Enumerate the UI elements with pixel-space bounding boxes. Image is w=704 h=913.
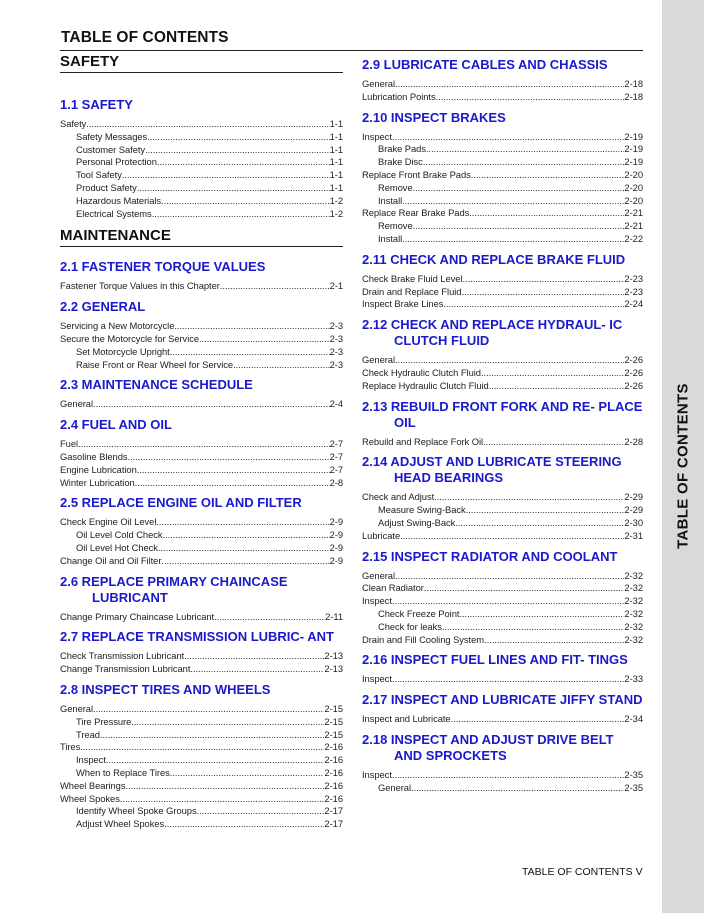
toc-entry-title: General	[60, 702, 94, 714]
toc-entry[interactable]	[60, 793, 343, 806]
toc-entry[interactable]	[60, 703, 343, 716]
toc-entry-page: 2-28	[624, 435, 643, 447]
toc-entry[interactable]	[60, 818, 343, 831]
dot-leader	[152, 208, 330, 221]
page-title: TABLE OF CONTENTS	[61, 29, 229, 46]
toc-entry[interactable]	[60, 516, 343, 529]
toc-entry-title: Inspect	[362, 673, 392, 685]
toc-entry-title: Inspect Brake Lines	[362, 298, 444, 310]
dot-leader	[170, 767, 325, 780]
dot-leader	[199, 333, 330, 346]
toc-entry[interactable]	[362, 207, 643, 220]
toc-entry-title: General	[362, 569, 396, 581]
toc-entry-page: 2-16	[324, 792, 343, 804]
toc-entry-page: 2-17	[324, 805, 343, 817]
toc-entry[interactable]	[60, 464, 343, 477]
toc-entry[interactable]	[362, 769, 643, 782]
dot-leader	[413, 220, 625, 233]
dot-leader	[156, 516, 329, 529]
toc-entry-title: Electrical Systems	[76, 207, 152, 219]
section-heading[interactable]: 2.1 FASTENER TORQUE VALUES	[60, 259, 266, 275]
toc-entry-page: 2-3	[329, 345, 343, 357]
dot-leader	[131, 716, 324, 729]
dot-leader	[125, 780, 324, 793]
dot-leader	[395, 570, 624, 583]
toc-entry[interactable]	[362, 273, 643, 286]
toc-entry-page: 2-3	[329, 332, 343, 344]
dot-leader	[455, 517, 624, 530]
dot-leader	[214, 611, 325, 624]
toc-entry-page: 2-19	[624, 130, 643, 142]
dot-leader	[471, 169, 625, 182]
toc-entry[interactable]	[60, 767, 343, 780]
dot-leader	[413, 182, 625, 195]
toc-entry-title: Safety	[60, 118, 87, 129]
dot-leader	[93, 398, 330, 411]
dot-leader	[411, 782, 624, 795]
toc-entry-title: Change Transmission Lubricant	[60, 663, 191, 675]
toc-entry-title: Check and Adjust	[362, 491, 435, 503]
toc-entry[interactable]	[60, 650, 343, 663]
toc-entry-title: General	[60, 398, 94, 410]
toc-entry-title: Check Freeze Point	[378, 607, 460, 619]
toc-entry[interactable]	[362, 91, 643, 104]
section-heading[interactable]: 2.5 REPLACE ENGINE OIL AND FILTER	[60, 495, 302, 511]
toc-entry[interactable]	[60, 144, 343, 157]
toc-entry[interactable]	[60, 333, 343, 346]
toc-entry-title: Oil Level Cold Check	[76, 529, 163, 541]
dot-leader	[174, 320, 329, 333]
section-heading[interactable]: 2.14 ADJUST AND LUBRICATE STEERING HEAD BEARINGS	[362, 454, 622, 486]
dot-leader	[400, 530, 624, 543]
toc-entry-title: Rebuild and Replace Fork Oil	[362, 435, 484, 447]
dot-leader	[461, 286, 624, 299]
section-heading[interactable]: 2.7 REPLACE TRANSMISSION LUBRIC- ANT	[60, 629, 334, 645]
dot-leader	[158, 542, 330, 555]
toc-entry-page: 2-9	[329, 541, 343, 553]
toc-entry-page: 2-23	[624, 272, 643, 284]
dot-leader	[106, 754, 325, 767]
toc-entry[interactable]	[362, 582, 643, 595]
toc-entry-title: Winter Lubrication	[60, 476, 135, 488]
toc-entry[interactable]	[362, 504, 643, 517]
toc-entry-title: Inspect	[76, 754, 106, 766]
toc-entry-title: Remove	[378, 220, 413, 232]
toc-entry-page: 2-33	[624, 673, 643, 685]
dot-leader	[436, 91, 625, 104]
toc-left-column	[60, 53, 343, 831]
toc-entry-title: Check Engine Oil Level	[60, 516, 157, 528]
toc-entry-page: 2-32	[624, 595, 643, 607]
dot-leader	[402, 233, 624, 246]
toc-entry-title: Drain and Replace Fluid	[362, 285, 462, 297]
toc-entry[interactable]	[60, 359, 343, 372]
toc-entry[interactable]	[60, 780, 343, 793]
section-heading[interactable]: 2.16 INSPECT FUEL LINES AND FIT- TINGS	[362, 652, 628, 668]
toc-entry-title: Raise Front or Rear Wheel for Service	[76, 358, 234, 370]
toc-entry-page: 1-2	[329, 207, 343, 219]
toc-entry-page: 2-13	[324, 663, 343, 675]
toc-entry-page: 2-16	[324, 754, 343, 766]
toc-entry-title: Tread	[76, 728, 100, 740]
dot-leader	[161, 555, 329, 568]
toc-entry-title: Lubrication Points	[362, 90, 436, 102]
toc-entry-page: 1-1	[329, 169, 343, 181]
section-heading[interactable]: 2.6 REPLACE PRIMARY CHAINCASE LUBRICANT	[60, 573, 288, 605]
toc-entry[interactable]	[362, 595, 643, 608]
dot-leader	[443, 298, 624, 311]
dot-leader	[100, 729, 325, 742]
toc-entry[interactable]	[362, 131, 643, 144]
dot-leader	[484, 634, 624, 647]
toc-entry-title: Brake Disc	[378, 156, 423, 168]
toc-entry-page: 1-1	[329, 156, 343, 168]
toc-entry-page: 2-32	[624, 620, 643, 632]
dot-leader	[80, 741, 324, 754]
toc-entry-page: 2-21	[624, 220, 643, 232]
section-heading[interactable]: 2.13 REBUILD FRONT FORK AND RE- PLACE OIL	[362, 398, 643, 430]
side-tab-label: TABLE OF CONTENTS	[674, 383, 692, 549]
dot-leader	[184, 650, 324, 663]
dot-leader	[163, 529, 330, 542]
toc-right-column	[362, 53, 643, 795]
toc-entry[interactable]	[60, 663, 343, 676]
section-heading[interactable]: 2.18 INSPECT AND ADJUST DRIVE BELT AND SPROCKETS	[362, 731, 614, 763]
toc-entry[interactable]	[60, 320, 343, 333]
toc-entry[interactable]	[60, 156, 343, 169]
section-heading[interactable]: 2.2 GENERAL	[60, 299, 146, 315]
toc-entry-title: Drain and Fill Cooling System	[362, 633, 485, 645]
toc-entry-page: 2-26	[624, 379, 643, 391]
dot-leader	[220, 280, 330, 293]
toc-entry-title: Safety Messages	[76, 130, 148, 142]
section-heading[interactable]: 2.4 FUEL AND OIL	[60, 417, 172, 433]
dot-leader	[395, 354, 624, 367]
toc-entry-title: Tires	[60, 741, 81, 753]
toc-entry-title: General	[378, 781, 412, 793]
toc-entry-title: Customer Safety	[76, 143, 146, 155]
dot-leader	[135, 477, 330, 490]
toc-entry-page: 2-13	[324, 650, 343, 662]
toc-entry-page: 2-34	[624, 713, 643, 725]
toc-entry[interactable]	[362, 621, 643, 634]
dot-leader	[164, 818, 324, 831]
toc-entry-page: 2-15	[324, 702, 343, 714]
toc-entry-page: 2-26	[624, 354, 643, 366]
toc-entry-page: 2-32	[624, 607, 643, 619]
toc-entry[interactable]	[60, 542, 343, 555]
dot-leader	[451, 713, 625, 726]
toc-entry-page: 2-23	[624, 285, 643, 297]
toc-entry-title: Replace Rear Brake Pads	[362, 207, 470, 219]
toc-entry-page: 2-7	[329, 463, 343, 475]
dot-leader	[122, 169, 330, 182]
toc-entry-page: 2-15	[324, 715, 343, 727]
toc-entry[interactable]	[60, 805, 343, 818]
toc-entry[interactable]	[362, 367, 643, 380]
dot-leader	[170, 346, 330, 359]
dot-leader	[424, 582, 625, 595]
toc-entry-title: Brake Pads	[378, 143, 426, 155]
toc-entry[interactable]	[362, 143, 643, 156]
toc-entry-page: 1-1	[329, 143, 343, 155]
dot-leader	[157, 156, 330, 169]
toc-entry-page: 2-21	[624, 207, 643, 219]
dot-leader	[137, 182, 330, 195]
dot-leader	[78, 438, 330, 451]
toc-entry[interactable]	[362, 354, 643, 367]
section-heading[interactable]: 2.9 LUBRICATE CABLES AND CHASSIS	[362, 57, 608, 72]
toc-entry-page: 2-9	[329, 516, 343, 528]
dot-leader	[190, 663, 324, 676]
toc-entry-title: Tire Pressure	[76, 715, 132, 727]
toc-entry-title: Inspect	[362, 768, 392, 780]
toc-entry-title: Oil Level Hot Check	[76, 541, 158, 553]
dot-leader	[423, 156, 625, 169]
toc-entry-page: 1-1	[329, 130, 343, 142]
dot-leader	[128, 451, 330, 464]
toc-entry-page: 2-7	[329, 450, 343, 462]
toc-entry-title: Identify Wheel Spoke Groups	[76, 805, 197, 817]
toc-entry-page: 2-35	[624, 768, 643, 780]
toc-entry-page: 2-29	[624, 504, 643, 516]
toc-entry-title: Install	[378, 194, 403, 206]
toc-entry-title: Check Hydraulic Clutch Fluid	[362, 366, 481, 378]
toc-entry-title: Gasoline Blends	[60, 450, 128, 462]
toc-entry[interactable]	[362, 233, 643, 246]
toc-entry[interactable]	[362, 380, 643, 393]
toc-entry-title: Measure Swing-Back	[378, 504, 466, 516]
part-heading: SAFETY	[60, 53, 343, 73]
toc-entry-title: Personal Protection	[76, 156, 157, 168]
toc-entry-page: 2-32	[624, 582, 643, 594]
toc-entry[interactable]	[60, 398, 343, 411]
toc-entry-title: Inspect and Lubricate	[362, 713, 451, 725]
toc-entry[interactable]	[362, 436, 643, 449]
part-heading: MAINTENANCE	[60, 227, 343, 247]
dot-leader	[462, 273, 624, 286]
toc-entry[interactable]	[60, 346, 343, 359]
toc-entry-page: 2-9	[329, 554, 343, 566]
toc-entry[interactable]	[362, 608, 643, 621]
toc-entry[interactable]	[362, 286, 643, 299]
toc-entry[interactable]	[60, 611, 343, 624]
toc-entry-page: 2-16	[324, 766, 343, 778]
toc-entry-title: Replace Front Brake Pads	[362, 168, 471, 180]
toc-entry[interactable]	[60, 280, 343, 293]
dot-leader	[197, 805, 325, 818]
toc-entry[interactable]	[60, 169, 343, 182]
toc-entry[interactable]	[362, 156, 643, 169]
toc-entry-title: Remove	[378, 181, 413, 193]
toc-entry-title: General	[362, 354, 396, 366]
toc-entry-page: 2-30	[624, 516, 643, 528]
toc-entry[interactable]	[60, 754, 343, 767]
toc-entry[interactable]	[362, 298, 643, 311]
toc-entry-title: Inspect	[362, 595, 392, 607]
toc-entry-title: Change Primary Chaincase Lubricant	[60, 610, 215, 622]
toc-entry-page: 2-19	[624, 156, 643, 168]
toc-entry[interactable]	[60, 131, 343, 144]
toc-entry-page: 2-32	[624, 633, 643, 645]
toc-entry-title: Adjust Swing-Back	[378, 516, 456, 528]
dot-leader	[392, 769, 625, 782]
toc-entry-page: 2-3	[329, 358, 343, 370]
dot-leader	[442, 621, 625, 634]
dot-leader	[434, 491, 624, 504]
toc-entry[interactable]	[60, 729, 343, 742]
dot-leader	[137, 464, 330, 477]
toc-entry-page: 2-29	[624, 491, 643, 503]
toc-entry-title: When to Replace Tires	[76, 766, 170, 778]
toc-entry-page: 2-3	[329, 320, 343, 332]
toc-entry[interactable]	[362, 782, 643, 795]
toc-entry-title: Inspect	[362, 130, 392, 142]
toc-entry-title: Lubricate	[362, 529, 401, 541]
toc-entry-title: Wheel Spokes	[60, 792, 120, 804]
toc-entry[interactable]	[60, 741, 343, 754]
toc-entry-page: 2-20	[624, 194, 643, 206]
toc-entry-title: Adjust Wheel Spokes	[76, 818, 165, 830]
toc-entry-page: 2-18	[624, 90, 643, 102]
dot-leader	[426, 143, 624, 156]
dot-leader	[392, 673, 625, 686]
toc-entry-title: Fuel	[60, 438, 79, 450]
toc-entry-title: Hazardous Materials	[76, 194, 162, 206]
dot-leader	[120, 793, 325, 806]
toc-entry-title: Tool Safety	[76, 169, 122, 181]
toc-entry[interactable]	[362, 182, 643, 195]
toc-entry-page: 2-4	[329, 398, 343, 410]
section-heading[interactable]: 2.15 INSPECT RADIATOR AND COOLANT	[362, 548, 618, 564]
toc-entry[interactable]	[60, 555, 343, 568]
dot-leader	[481, 367, 624, 380]
section-heading[interactable]: 1.1 SAFETY	[60, 97, 133, 112]
toc-entry[interactable]	[362, 673, 643, 686]
toc-entry[interactable]	[362, 517, 643, 530]
section-heading[interactable]: 2.3 MAINTENANCE SCHEDULE	[60, 377, 253, 393]
dot-leader	[489, 380, 625, 393]
toc-entry[interactable]	[362, 634, 643, 647]
toc-entry[interactable]	[362, 195, 643, 208]
toc-entry-title: Check for leaks	[378, 620, 442, 632]
toc-entry-title: Servicing a New Motorcycle	[60, 320, 175, 332]
toc-entry-page: 2-1	[329, 280, 343, 292]
toc-entry[interactable]	[60, 716, 343, 729]
toc-entry-title: Install	[378, 232, 403, 244]
toc-entry-page: 2-22	[624, 232, 643, 244]
section-heading[interactable]: 2.8 INSPECT TIRES AND WHEELS	[60, 681, 271, 697]
toc-entry-title: Engine Lubrication	[60, 463, 137, 475]
toc-entry[interactable]	[60, 208, 343, 221]
dot-leader	[459, 608, 624, 621]
page-footer: TABLE OF CONTENTS V	[522, 866, 643, 878]
dot-leader	[392, 131, 625, 144]
toc-entry-page: 2-16	[324, 741, 343, 753]
toc-entry[interactable]	[362, 713, 643, 726]
toc-entry-title: General	[362, 78, 396, 89]
toc-entry-page: 2-24	[624, 298, 643, 310]
toc-entry[interactable]	[362, 491, 643, 504]
dot-leader	[161, 195, 330, 208]
toc-entry-page: 2-26	[624, 366, 643, 378]
toc-entry[interactable]	[362, 570, 643, 583]
section-heading[interactable]: 2.11 CHECK AND REPLACE BRAKE FLUID	[362, 251, 626, 267]
toc-entry-page: 2-9	[329, 529, 343, 541]
toc-entry-page: 2-35	[624, 781, 643, 793]
toc-entry-page: 2-15	[324, 728, 343, 740]
toc-entry[interactable]	[60, 118, 343, 131]
toc-entry[interactable]	[362, 530, 643, 543]
toc-entry-page: 1-1	[329, 118, 343, 129]
toc-entry-page: 2-20	[624, 168, 643, 180]
toc-entry-page: 2-31	[624, 529, 643, 541]
toc-entry-title: Secure the Motorcycle for Service	[60, 332, 200, 344]
toc-entry-page: 2-11	[325, 610, 343, 622]
toc-entry-title: Check Brake Fluid Level	[362, 272, 463, 284]
toc-entry-title: Change Oil and Oil Filter	[60, 554, 162, 566]
toc-entry-title: Fastener Torque Values in this Chapter	[60, 280, 220, 292]
toc-entry-title: Wheel Bearings	[60, 779, 126, 791]
dot-leader	[395, 78, 624, 91]
section-heading[interactable]: 2.12 CHECK AND REPLACE HYDRAUL- IC CLUTCH FLUID	[362, 317, 623, 349]
dot-leader	[469, 207, 624, 220]
dot-leader	[86, 118, 329, 131]
toc-entry[interactable]	[362, 78, 643, 91]
dot-leader	[233, 359, 330, 372]
toc-entry[interactable]	[60, 477, 343, 490]
toc-entry-page: 1-1	[329, 181, 343, 193]
dot-leader	[402, 195, 624, 208]
toc-entry-title: Replace Hydraulic Clutch Fluid	[362, 379, 489, 391]
toc-entry[interactable]	[362, 169, 643, 182]
toc-entry-page: 2-18	[624, 78, 643, 89]
dot-leader	[483, 436, 624, 449]
toc-entry[interactable]	[60, 182, 343, 195]
toc-entry-title: Set Motorcycle Upright	[76, 345, 170, 357]
toc-entry[interactable]	[60, 438, 343, 451]
toc-entry-page: 2-32	[624, 569, 643, 581]
toc-entry-page: 2-19	[624, 143, 643, 155]
title-rule	[60, 50, 643, 51]
dot-leader	[93, 703, 324, 716]
toc-entry-title: Product Safety	[76, 181, 137, 193]
dot-leader	[147, 131, 329, 144]
toc-entry-title: Check Transmission Lubricant	[60, 650, 185, 662]
dot-leader	[145, 144, 330, 157]
toc-entry[interactable]	[362, 220, 643, 233]
toc-entry[interactable]	[60, 451, 343, 464]
section-heading[interactable]: 2.17 INSPECT AND LUBRICATE JIFFY STAND	[362, 692, 643, 708]
toc-entry[interactable]	[60, 195, 343, 208]
section-heading[interactable]: 2.10 INSPECT BRAKES	[362, 109, 506, 125]
toc-entry-page: 2-8	[329, 476, 343, 488]
toc-entry-page: 2-20	[624, 181, 643, 193]
dot-leader	[392, 595, 625, 608]
toc-entry-page: 1-2	[329, 194, 343, 206]
toc-entry-title: Clean Radiator	[362, 582, 424, 594]
toc-entry-page: 2-7	[329, 438, 343, 450]
toc-entry[interactable]	[60, 529, 343, 542]
toc-entry-page: 2-17	[324, 818, 343, 830]
toc-entry-page: 2-16	[324, 779, 343, 791]
dot-leader	[466, 504, 625, 517]
